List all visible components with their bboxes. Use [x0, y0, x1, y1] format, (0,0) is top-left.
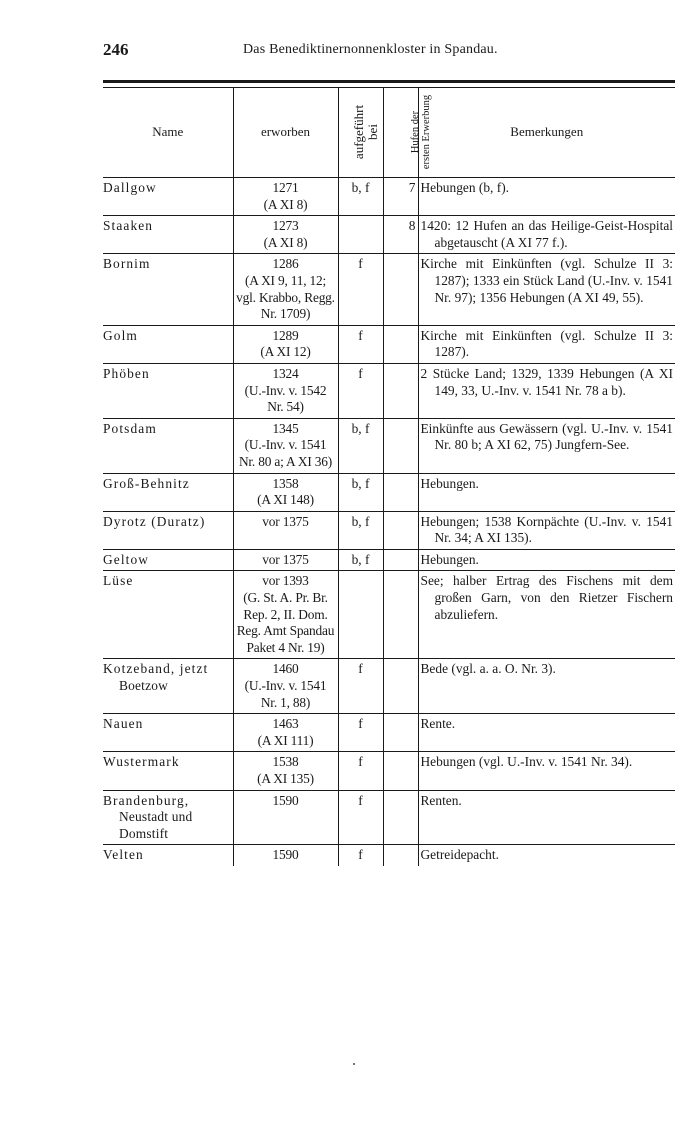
- cell-name: [103, 178, 233, 216]
- column-header-hufen: [383, 88, 432, 178]
- cell-remarks: [418, 549, 675, 571]
- acquisition-year: 1289: [272, 327, 299, 343]
- listed-at-label: aufgeführt bei: [350, 104, 380, 159]
- place-name-continued: Boetzow: [119, 678, 168, 694]
- cell-name: [103, 363, 233, 418]
- cell-listed-at: [338, 659, 383, 714]
- listed-at-value: f: [358, 365, 363, 381]
- place-name: Nauen: [103, 716, 144, 732]
- acquisition-year: 1273: [272, 218, 299, 234]
- cell-hufen: [383, 549, 418, 571]
- table-row: [103, 178, 675, 216]
- cell-hufen: [383, 571, 418, 659]
- hufen-value: 7: [408, 180, 416, 195]
- cell-remarks: [418, 254, 675, 325]
- acquisition-source: (A XI 111): [257, 732, 314, 748]
- acquisition-year: 1538: [272, 754, 299, 770]
- cell-name: [103, 325, 233, 363]
- remark-text: Rente.: [420, 716, 456, 732]
- remark-text: Hebungen (b, f).: [420, 180, 509, 195]
- acquisition-year: 1286: [272, 256, 299, 272]
- remark-text: Renten.: [420, 792, 462, 808]
- place-name: Kotzeband, jetzt: [103, 661, 209, 677]
- cell-hufen: [383, 714, 418, 752]
- cell-hufen: [383, 511, 418, 549]
- cell-remarks: [418, 216, 675, 254]
- acquisition-source: (U.-Inv. v. 1542 Nr. 54): [244, 382, 327, 415]
- place-name: Staaken: [103, 218, 154, 234]
- cell-acquired: [233, 178, 338, 216]
- cell-remarks: [418, 752, 675, 790]
- acquisition-year: 1463: [272, 716, 299, 732]
- cell-name: [103, 473, 233, 511]
- column-header-remarks: Bemerkungen: [418, 88, 675, 178]
- remark-text: Kirche mit Einkünften (vgl. Schulze II 3: 1287); 1333 ein Stück Land (U.-Inv. v. 1541 Nr. 97); 1356 Hebungen (A XI 49, 55).: [420, 256, 673, 305]
- place-name-continued: Neustadt und Domstift: [119, 809, 193, 841]
- place-name: Velten: [103, 847, 144, 863]
- remark-text: Hebungen.: [420, 475, 479, 491]
- table-row: [103, 571, 675, 659]
- place-name: Lüse: [103, 573, 134, 589]
- acquisition-year: 1590: [272, 847, 299, 863]
- acquisition-year: 1324: [272, 365, 299, 381]
- cell-listed-at: [338, 511, 383, 549]
- cell-remarks: [418, 325, 675, 363]
- remark-text: Bede (vgl. a. a. O. Nr. 3).: [420, 661, 556, 677]
- cell-acquired: [233, 845, 338, 866]
- cell-name: [103, 571, 233, 659]
- cell-hufen: [383, 325, 418, 363]
- cell-name: [103, 845, 233, 866]
- acquisition-source: (A XI 12): [260, 344, 311, 360]
- cell-listed-at: [338, 549, 383, 571]
- remark-text: Kirche mit Einkünften (vgl. Schulze II 3: 1287).: [420, 327, 673, 360]
- listed-at-value: b, f: [351, 551, 370, 567]
- remark-text: Hebungen; 1538 Kornpächte (U.-Inv. v. 1541 Nr. 34; A XI 135).: [420, 513, 673, 546]
- cell-hufen: [383, 752, 418, 790]
- cell-hufen: [383, 178, 418, 216]
- listed-at-value: f: [358, 661, 363, 677]
- cell-listed-at: [338, 363, 383, 418]
- place-name: Wustermark: [103, 754, 180, 770]
- listed-at-value: b, f: [351, 420, 370, 436]
- cell-remarks: [418, 571, 675, 659]
- cell-acquired: [233, 363, 338, 418]
- cell-remarks: [418, 790, 675, 845]
- cell-acquired: [233, 714, 338, 752]
- cell-acquired: [233, 216, 338, 254]
- table-body: [103, 178, 675, 866]
- cell-listed-at: [338, 571, 383, 659]
- cell-listed-at: [338, 752, 383, 790]
- cell-remarks: [418, 363, 675, 418]
- cell-listed-at: [338, 178, 383, 216]
- acquisition-source: (A XI 9, 11, 12; vgl. Krabbo, Regg. Nr. 1709): [236, 272, 335, 322]
- cell-listed-at: [338, 254, 383, 325]
- listed-at-value: b, f: [351, 180, 370, 195]
- table-row: [103, 845, 675, 866]
- remark-text: Getreidepacht.: [420, 847, 499, 863]
- hufen-label: Hufen der ersten Erwerbung: [409, 94, 432, 169]
- cell-name: [103, 418, 233, 473]
- listed-at-value: f: [358, 754, 363, 770]
- cell-name: [103, 790, 233, 845]
- table-row: [103, 752, 675, 790]
- cell-listed-at: [338, 714, 383, 752]
- place-name: Brandenburg,: [103, 792, 190, 808]
- cell-name: [103, 659, 233, 714]
- cell-name: [103, 549, 233, 571]
- cell-name: [103, 216, 233, 254]
- remark-text: See; halber Ertrag des Fischens mit dem großen Garn, von den Rietzer Fischern abzuliefern.: [420, 573, 673, 622]
- cell-hufen: [383, 363, 418, 418]
- listed-at-value: f: [358, 256, 363, 272]
- table-row: [103, 659, 675, 714]
- cell-hufen: [383, 216, 418, 254]
- cell-acquired: [233, 571, 338, 659]
- cell-hufen: [383, 254, 418, 325]
- cell-listed-at: [338, 418, 383, 473]
- table-row: [103, 714, 675, 752]
- acquisition-source: (A XI 8): [263, 234, 308, 250]
- acquisition-source: (G. St. A. Pr. Br. Rep. 2, II. Dom. Reg. Amt Spandau Paket 4 Nr. 19): [236, 590, 335, 655]
- column-header-name: Name: [103, 88, 233, 178]
- cell-listed-at: [338, 790, 383, 845]
- remark-text: Hebungen.: [420, 551, 479, 567]
- table-row: [103, 363, 675, 418]
- cell-acquired: [233, 418, 338, 473]
- cell-remarks: [418, 511, 675, 549]
- page-header: [103, 40, 675, 62]
- acquisition-source: (U.-Inv. v. 1541 Nr. 1, 88): [244, 678, 327, 710]
- hufen-value: 8: [408, 218, 416, 234]
- acquisition-year: 1590: [272, 792, 299, 808]
- place-name: Bornim: [103, 256, 151, 272]
- acquisition-year: 1460: [272, 661, 299, 677]
- table-row: [103, 325, 675, 363]
- cell-remarks: [418, 178, 675, 216]
- place-name: Potsdam: [103, 420, 157, 436]
- cell-name: [103, 752, 233, 790]
- acquisition-source: (U.-Inv. v. 1541 Nr. 80 a; A XI 36): [238, 437, 333, 469]
- cell-name: [103, 511, 233, 549]
- cell-remarks: [418, 845, 675, 866]
- cell-remarks: [418, 659, 675, 714]
- cell-acquired: [233, 254, 338, 325]
- column-header-acquired: erworben: [233, 88, 338, 178]
- remark-text: 2 Stücke Land; 1329, 1339 Hebungen (A XI 149, 33, U.-Inv. v. 1541 Nr. 78 a b).: [420, 365, 673, 398]
- listed-at-value: f: [358, 716, 363, 732]
- acquisition-source: (A XI 8): [263, 196, 308, 212]
- place-name: Golm: [103, 327, 138, 343]
- table-row: [103, 418, 675, 473]
- cell-listed-at: [338, 216, 383, 254]
- page-number: 246: [103, 40, 129, 59]
- cell-acquired: [233, 325, 338, 363]
- running-title: Das Benediktinernonnenkloster in Spandau.: [243, 42, 498, 57]
- acquisition-year: vor 1375: [262, 513, 309, 529]
- place-name: Phöben: [103, 365, 150, 381]
- acquisition-year: 1358: [272, 475, 299, 491]
- table-row: [103, 254, 675, 325]
- cell-listed-at: [338, 473, 383, 511]
- cell-listed-at: [338, 325, 383, 363]
- listed-at-value: b, f: [351, 475, 370, 491]
- table-row: [103, 790, 675, 845]
- cell-hufen: [383, 790, 418, 845]
- acquisition-source: (A XI 148): [257, 492, 314, 508]
- column-header-listed-at: [338, 88, 383, 178]
- remark-text: Hebungen (vgl. U.-Inv. v. 1541 Nr. 34).: [420, 754, 633, 770]
- listed-at-value: f: [358, 847, 363, 863]
- acquisition-year: vor 1393: [262, 573, 309, 589]
- cell-hufen: [383, 845, 418, 866]
- cell-hufen: [383, 659, 418, 714]
- cell-acquired: [233, 790, 338, 845]
- header-rule-thick: [103, 80, 675, 83]
- cell-acquired: [233, 549, 338, 571]
- listed-at-value: f: [358, 327, 363, 343]
- cell-acquired: [233, 752, 338, 790]
- listed-at-value: f: [358, 792, 363, 808]
- remark-text: Einkünfte aus Gewässern (vgl. U.-Inv. v. 1541 Nr. 80 b; A XI 62, 75) Jungfern-See.: [420, 420, 673, 453]
- cell-remarks: [418, 418, 675, 473]
- estate-register-table: [103, 88, 675, 866]
- table-row: [103, 511, 675, 549]
- table-row: [103, 473, 675, 511]
- place-name: Groß-Behnitz: [103, 475, 190, 491]
- place-name: Geltow: [103, 551, 150, 567]
- cell-acquired: [233, 659, 338, 714]
- acquisition-source: (A XI 135): [257, 771, 314, 786]
- cell-acquired: [233, 511, 338, 549]
- cell-name: [103, 714, 233, 752]
- acquisition-year: vor 1375: [262, 551, 309, 567]
- cell-hufen: [383, 418, 418, 473]
- place-name: Dyrotz (Duratz): [103, 513, 206, 529]
- acquisition-year: 1271: [272, 180, 299, 195]
- stray-mark: [353, 1063, 355, 1065]
- acquisition-year: 1345: [272, 420, 299, 436]
- place-name: Dallgow: [103, 180, 157, 195]
- cell-acquired: [233, 473, 338, 511]
- cell-listed-at: [338, 845, 383, 866]
- cell-remarks: [418, 473, 675, 511]
- table-row: [103, 549, 675, 571]
- table-row: [103, 216, 675, 254]
- remark-text: 1420: 12 Hufen an das Heilige-Geist-Hospital abgetauscht (A XI 77 f.).: [420, 218, 673, 250]
- cell-remarks: [418, 714, 675, 752]
- cell-hufen: [383, 473, 418, 511]
- listed-at-value: b, f: [351, 513, 370, 529]
- table-header-row: [103, 88, 675, 178]
- cell-name: [103, 254, 233, 325]
